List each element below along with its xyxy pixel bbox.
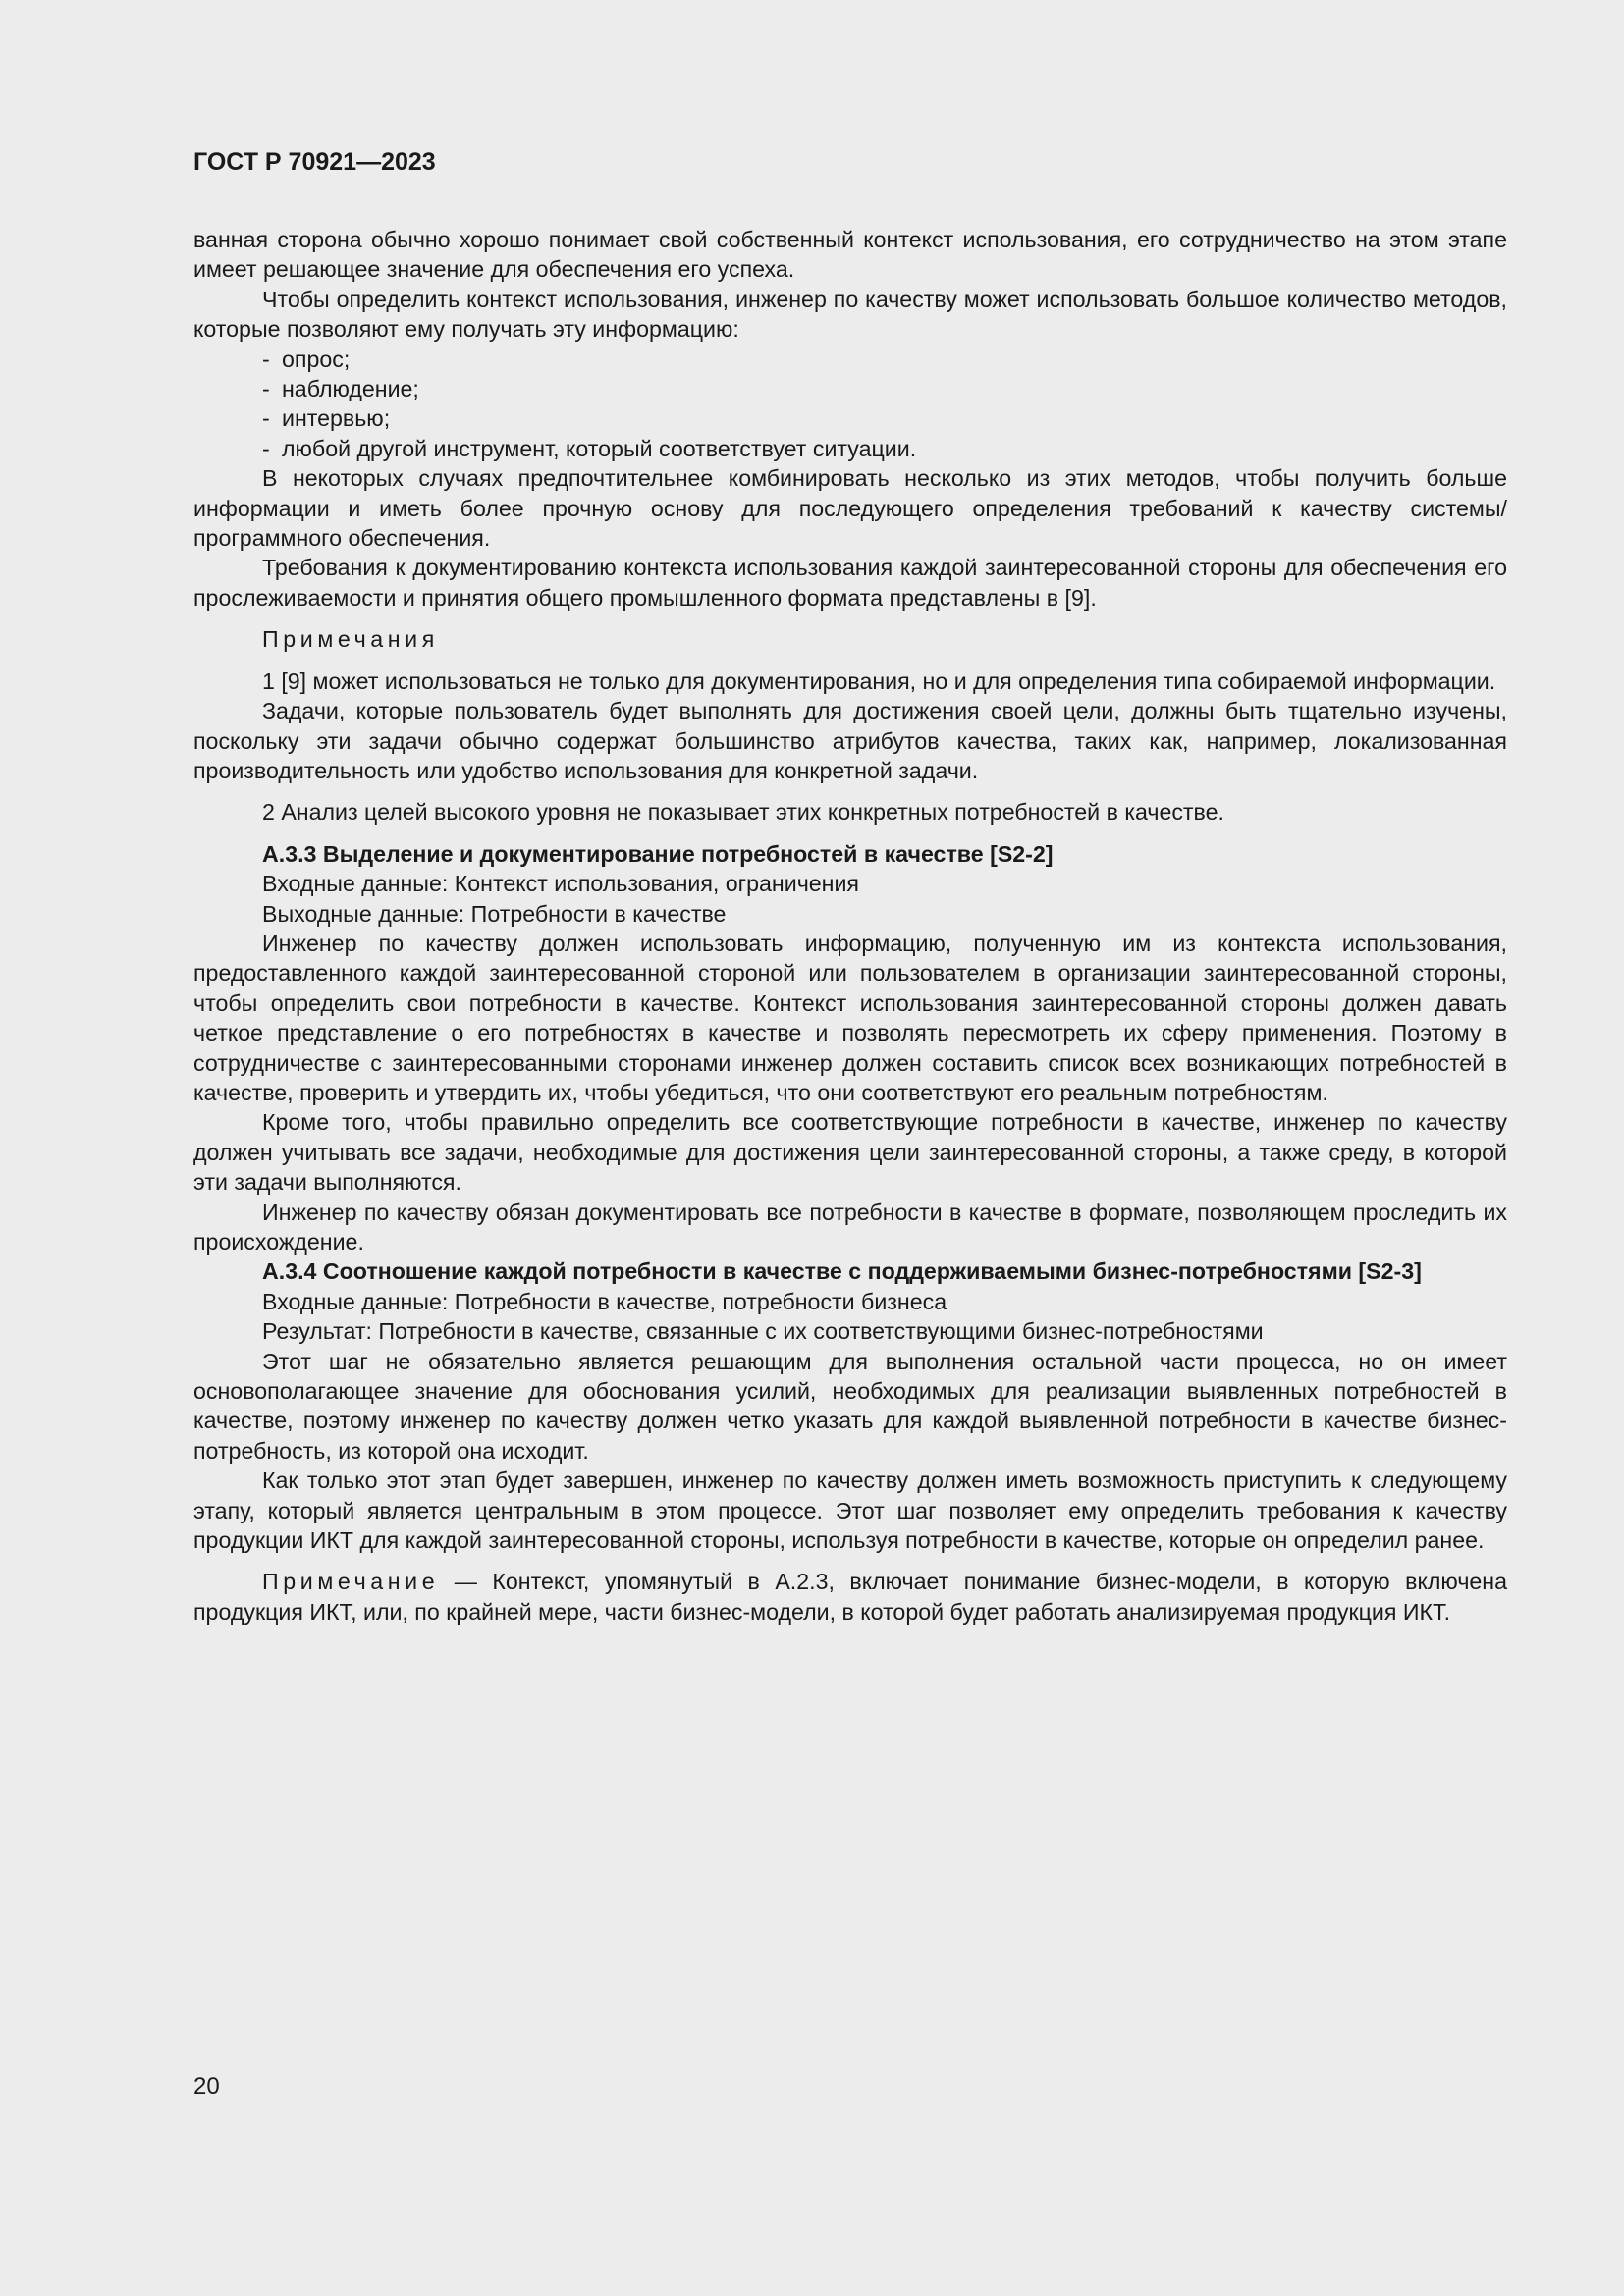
document-body [193,225,1507,1627]
paragraph-continuation: ванная сторона обычно хорошо понимает свой собственный контекст использования, его сотрудничество на этом этапе имеет решающее значение для обеспечения его успеха. [193,227,1507,283]
final-note-text: — Контекст, упомянутый в А.2.3, включает понимание бизнес-модели, в которую включена продукция ИКТ, или, по крайней мере, части бизнес-модели, в которой будет работать анализируемая продукция ИКТ. [193,1569,1507,1625]
note-1: 1 [9] может использоваться не только для документирования, но и для определения типа собираемой информации. [262,667,1496,694]
final-note-label: Примечание [262,1569,440,1595]
section-a33-title: А.3.3 Выделение и документирование потребностей в качестве [S2-2] [262,840,1054,867]
section-a34-result: Результат: Потребности в качестве, связанные с их соответствующими бизнес-потребностями [262,1318,1264,1345]
note-1-continuation: Задачи, которые пользователь будет выполнять для достижения своей цели, должны быть тщательно изучены, поскольку эти задачи обычно содержат большинство атрибутов качества, таких как, например, локализованная производительность или удобство использования для конкретной задачи. [193,698,1507,783]
list-item-text: любой другой инструмент, который соответствует ситуации. [282,435,917,461]
notes-heading-text: Примечания [262,626,439,653]
list-item [193,434,1507,463]
paragraph-methods-intro: Чтобы определить контекст использования, инженер по качеству может использовать большое количество методов, которые позволяют ему получать эту информацию: [193,286,1507,343]
note-2: 2 Анализ целей высокого уровня не показывает этих конкретных потребностей в качестве. [262,799,1224,826]
section-a34-paragraph: Этот шаг не обязательно является решающим для выполнения остальной части процесса, но он имеет основополагающее значение для обоснования усилий, необходимых для реализации выявленных потребностей в качестве, поэтому инженер по качеству должен четко указать для каждой выявленной потребности в качестве бизнес-потребность, из которой она исходит. [193,1348,1507,1464]
section-a33-input: Входные данные: Контекст использования, ограничения [262,871,859,897]
page-number: 20 [193,2073,220,2100]
list-item [193,403,1507,433]
section-a34-input: Входные данные: Потребности в качестве, потребности бизнеса [262,1288,947,1314]
notes-heading [193,624,1507,654]
paragraph-documenting: Требования к документированию контекста использования каждой заинтересованной стороны для обеспечения его прослеживаемости и принятия общего промышленного формата представлены в [9]. [193,555,1507,611]
list-dash: - [262,405,270,432]
methods-list [193,345,1507,464]
list-dash: - [262,435,270,461]
section-a33-paragraph: Инженер по качеству обязан документировать все потребности в качестве в формате, позволяющем проследить их происхождение. [193,1199,1507,1255]
section-a33-paragraph: Инженер по качеству должен использовать информацию, полученную им из контекста использования, предоставленного каждой заинтересованной стороной или пользователем в организации заинтересованной стороны, чтобы определить свои потребности в качестве. Контекст использования заинтересованной стороны должен давать четкое представление о его потребностях в качестве и позволять пересмотреть их сферу применения. Поэтому в сотрудничестве с заинтересованными сторонами инженер должен составить список всех возникающих потребностей в качестве, проверить и утвердить их, чтобы убедиться, что они соответствуют его реальным потребностям. [193,930,1507,1105]
document-header: ГОСТ Р 70921—2023 [193,148,436,176]
list-dash: - [262,346,270,372]
list-item-text: наблюдение; [282,376,419,402]
list-dash: - [262,376,270,402]
list-item-text: интервью; [282,405,391,432]
section-a34-paragraph: Как только этот этап будет завершен, инженер по качеству должен иметь возможность приступить к следующему этапу, который является центральным в этом процессе. Этот шаг позволяет ему определить требования к качеству продукции ИКТ для каждой заинтересованной стороны, используя потребности в качестве, которые он определил ранее. [193,1468,1507,1554]
section-a33-output: Выходные данные: Потребности в качестве [262,900,727,927]
paragraph-combine-methods: В некоторых случаях предпочтительнее комбинировать несколько из этих методов, чтобы получить больше информации и иметь более прочную основу для последующего определения требований к качеству системы/программного обеспечения. [193,465,1507,552]
list-item-text: опрос; [282,346,351,372]
list-item [193,374,1507,403]
final-note [193,1567,1507,1627]
section-a33-paragraph: Кроме того, чтобы правильно определить все соответствующие потребности в качестве, инженер по качеству должен учитывать все задачи, необходимые для достижения цели заинтересованной стороны, а также среду, в которой эти задачи выполняются. [193,1109,1507,1196]
list-item [193,345,1507,374]
section-a34-title: А.3.4 Соотношение каждой потребности в качестве с поддерживаемыми бизнес-потребностями [S2-3] [262,1258,1422,1285]
